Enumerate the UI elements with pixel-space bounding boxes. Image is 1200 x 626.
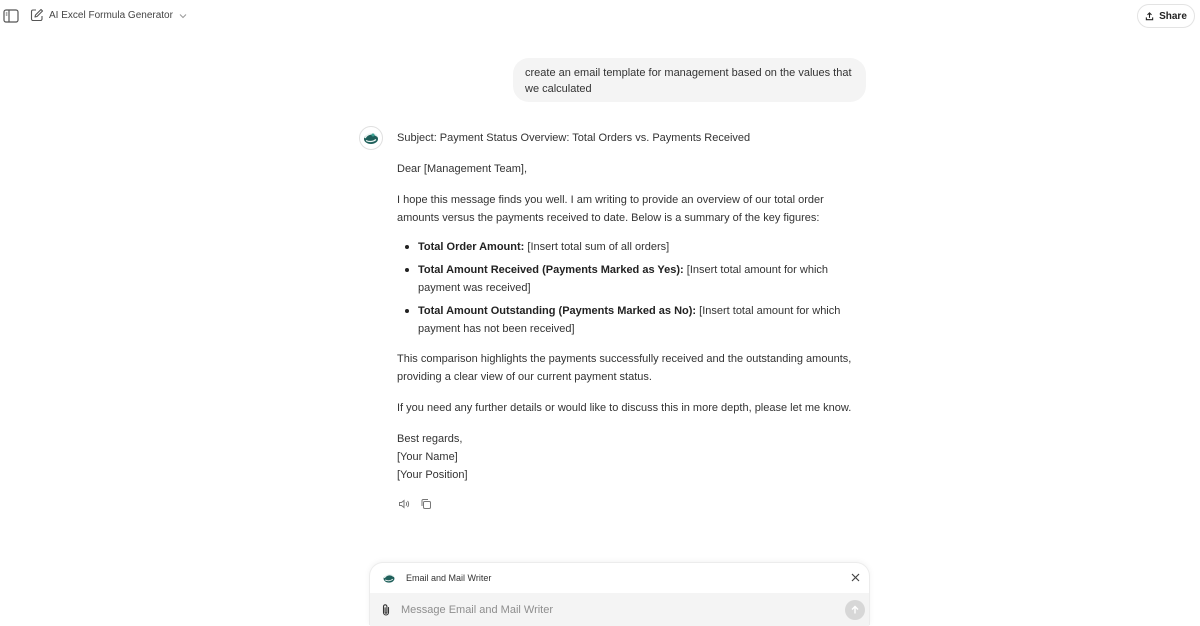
position-placeholder: [Your Position] — [397, 469, 468, 481]
top-bar — [0, 0, 1200, 34]
bullet-label: Total Order Amount: — [418, 241, 525, 253]
email-signature — [397, 430, 867, 484]
composer — [369, 562, 870, 625]
list-item — [397, 302, 867, 338]
gpt-logo-icon — [362, 129, 380, 147]
list-item — [397, 238, 867, 256]
message-input[interactable] — [401, 604, 821, 616]
signoff: Best regards, — [397, 433, 463, 445]
email-subject: Subject: Payment Status Overview: Total Orders vs. Payments Received — [397, 132, 751, 144]
sidebar-toggle-icon[interactable] — [3, 9, 19, 23]
chevron-down-icon — [179, 12, 187, 20]
share-label: Share — [1159, 10, 1187, 22]
gpt-name: Email and Mail Writer — [406, 573, 492, 583]
app-title: AI Excel Formula Generator — [49, 10, 173, 21]
speaker-icon — [398, 498, 410, 510]
bullet-label: Total Amount Outstanding (Payments Marked as No): — [418, 305, 697, 317]
email-closing: If you need any further details or would like to discuss this in more depth, please let me know. — [397, 402, 852, 414]
key-figures-list — [397, 238, 867, 338]
user-message-text: create an email template for management based on the values that we calculated — [525, 67, 852, 95]
share-button[interactable] — [1137, 4, 1195, 28]
close-icon[interactable] — [851, 573, 860, 582]
paperclip-icon[interactable] — [380, 603, 392, 617]
bullet-text: [Insert total sum of all orders] — [524, 241, 670, 253]
gpt-logo-icon — [382, 571, 396, 585]
bullet-text: [Insert total amount for which payment has not been received] — [418, 305, 841, 335]
bullet-text: [Insert total amount for which payment was received] — [418, 264, 829, 294]
arrow-up-icon — [850, 605, 860, 615]
message-actions — [398, 497, 432, 515]
copy-icon — [420, 498, 432, 510]
email-comparison: This comparison highlights the payments successfully received and the outstanding amounts, providing a clear view of our current payment status. — [397, 353, 852, 383]
name-placeholder: [Your Name] — [397, 451, 458, 463]
message-row — [370, 593, 869, 626]
user-message — [513, 58, 866, 102]
active-gpt-bar — [370, 563, 869, 593]
send-button[interactable] — [845, 600, 865, 620]
assistant-avatar — [359, 126, 383, 150]
share-icon — [1145, 12, 1154, 21]
assistant-message — [397, 129, 867, 484]
new-chat-icon[interactable] — [30, 8, 44, 22]
email-intro: I hope this message finds you well. I am writing to provide an overview of our total order amounts versus the payments received to date. Below is a summary of the key figures: — [397, 194, 824, 224]
copy-button[interactable] — [420, 497, 432, 515]
list-item — [397, 261, 867, 297]
bullet-label: Total Amount Received (Payments Marked as Yes): — [418, 264, 684, 276]
read-aloud-button[interactable] — [398, 497, 410, 515]
model-selector[interactable] — [49, 10, 187, 21]
email-greeting: Dear [Management Team], — [397, 163, 528, 175]
